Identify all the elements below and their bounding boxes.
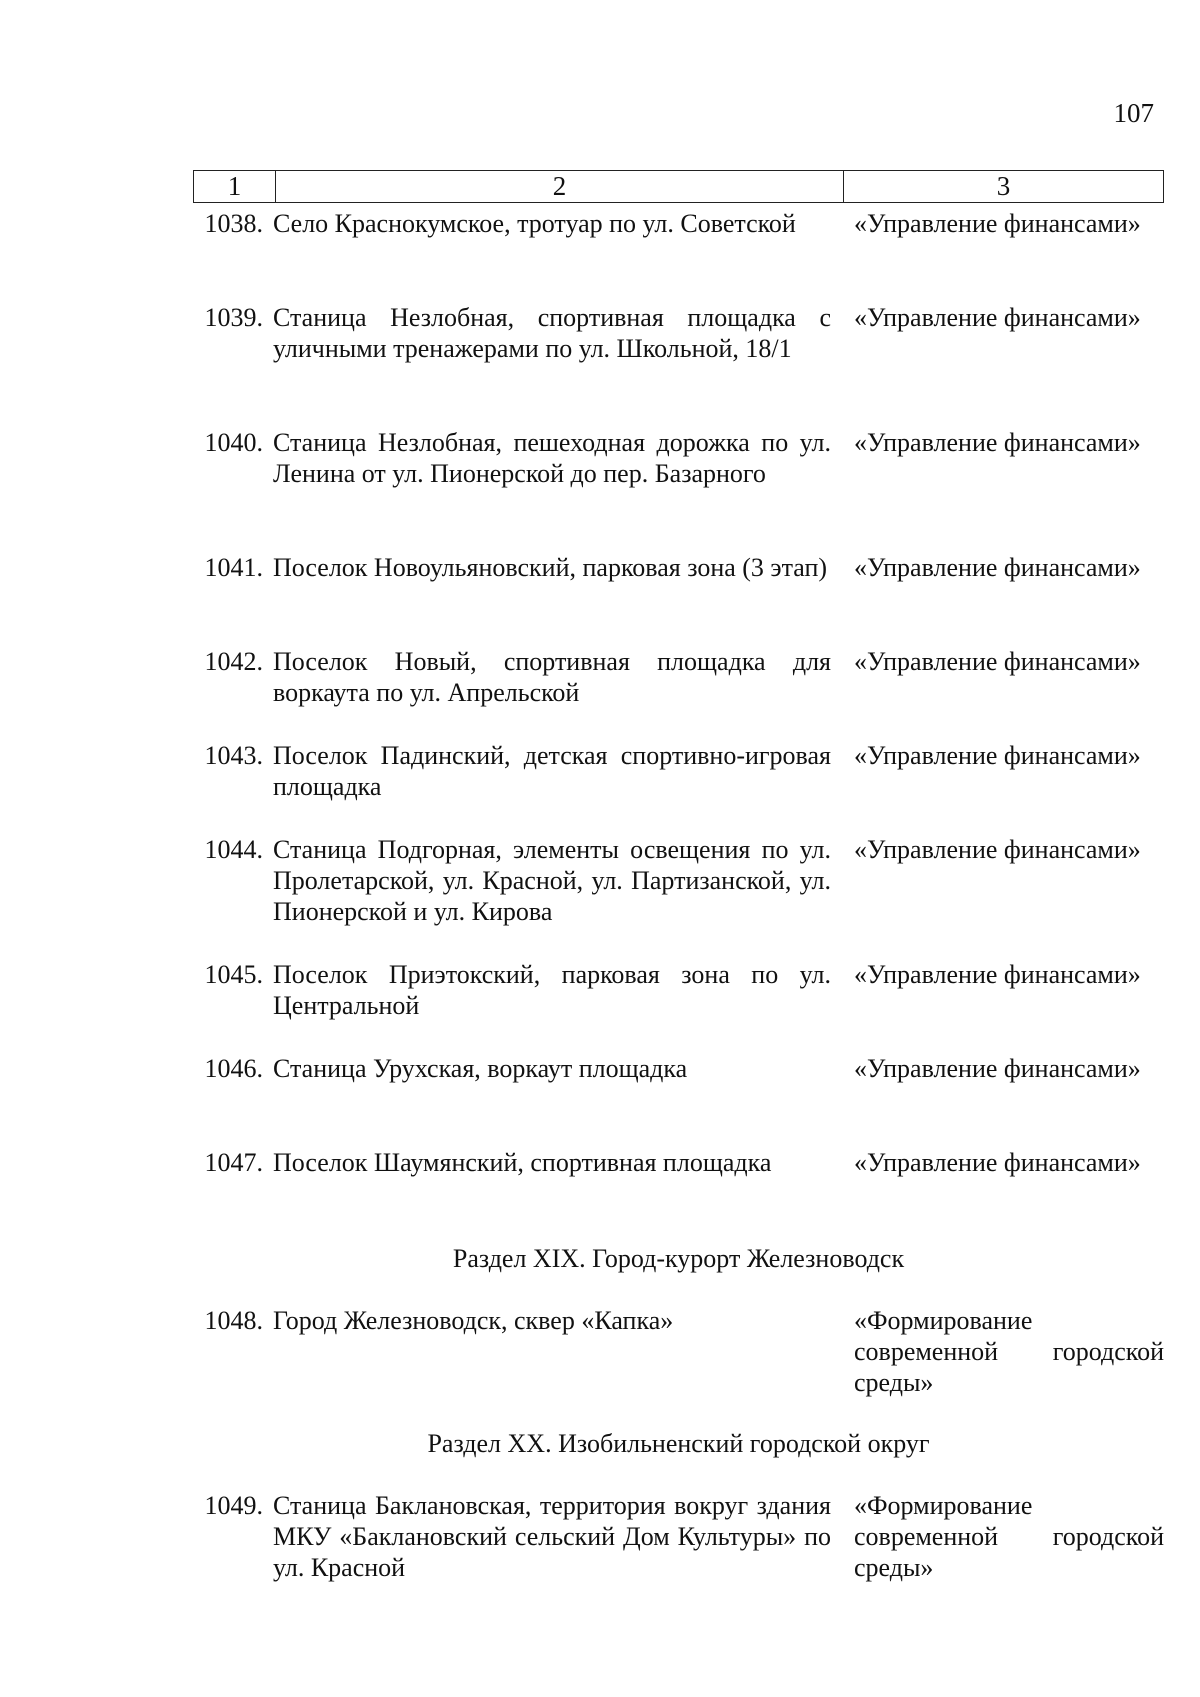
row-description: Поселок Новоульяновский, парковая зона (3 этап) bbox=[273, 553, 828, 582]
row-program: «Управление финансами» bbox=[854, 553, 1141, 582]
table-row bbox=[193, 552, 1164, 583]
row-description: Село Краснокумское, тротуар по ул. Советской bbox=[273, 209, 796, 238]
table-row bbox=[193, 834, 1164, 927]
row-program: «Управление финансами» bbox=[854, 1148, 1141, 1177]
row-description: Поселок Шаумянский, спортивная площадка bbox=[273, 1148, 772, 1177]
row-number: 1046. bbox=[204, 1054, 263, 1083]
table-row bbox=[193, 1053, 1164, 1084]
row-description: Город Железноводск, сквер «Капка» bbox=[273, 1306, 674, 1335]
table-row bbox=[193, 1490, 1164, 1583]
table-row bbox=[193, 302, 1164, 364]
table-row bbox=[193, 208, 1164, 239]
page-number: 107 bbox=[1113, 98, 1154, 128]
row-program: «Формирование современной городской среды» bbox=[854, 1306, 1164, 1397]
table-row bbox=[193, 1305, 1164, 1398]
row-description: Поселок Падинский, детская спортивно-игровая площадка bbox=[273, 741, 831, 801]
row-program: «Управление финансами» bbox=[854, 428, 1141, 457]
header-col-1: 1 bbox=[194, 171, 276, 202]
row-description: Станица Баклановская, территория вокруг здания МКУ «Баклановский сельский Дом Культуры» по ул. Красной bbox=[273, 1491, 831, 1582]
row-number: 1044. bbox=[204, 835, 263, 864]
section-heading: Раздел XX. Изобильненский городской округ bbox=[427, 1429, 930, 1458]
row-description: Станица Незлобная, пешеходная дорожка по ул. Ленина от ул. Пионерской до пер. Базарного bbox=[273, 428, 831, 488]
row-number: 1049. bbox=[204, 1491, 263, 1520]
row-program: «Формирование современной городской среды» bbox=[854, 1491, 1164, 1582]
table-row bbox=[193, 646, 1164, 708]
table-row bbox=[193, 1147, 1164, 1178]
row-number: 1039. bbox=[204, 303, 263, 332]
table-row bbox=[193, 740, 1164, 802]
row-number: 1045. bbox=[204, 960, 263, 989]
row-program: «Управление финансами» bbox=[854, 960, 1141, 989]
row-description: Станица Урухская, воркаут площадка bbox=[273, 1054, 688, 1083]
row-number: 1040. bbox=[204, 428, 263, 457]
row-description: Станица Незлобная, спортивная площадка с уличными тренажерами по ул. Школьной, 18/1 bbox=[273, 303, 831, 363]
row-program: «Управление финансами» bbox=[854, 741, 1141, 770]
header-col-2: 2 bbox=[276, 171, 844, 202]
table-header bbox=[193, 170, 1164, 203]
row-number: 1041. bbox=[204, 553, 263, 582]
section-heading: Раздел XIX. Город-курорт Железноводск bbox=[452, 1244, 905, 1273]
row-program: «Управление финансами» bbox=[854, 1054, 1141, 1083]
row-program: «Управление финансами» bbox=[854, 303, 1141, 332]
row-number: 1038. bbox=[204, 209, 263, 238]
row-description: Поселок Новый, спортивная площадка для воркаута по ул. Апрельской bbox=[273, 647, 831, 707]
header-col-3: 3 bbox=[996, 171, 1011, 201]
row-number: 1042. bbox=[204, 647, 263, 676]
row-number: 1043. bbox=[204, 741, 263, 770]
row-description: Станица Подгорная, элементы освещения по ул. Пролетарской, ул. Красной, ул. Партизанской, ул. Пионерской и ул. Кирова bbox=[273, 835, 831, 926]
row-program: «Управление финансами» bbox=[854, 209, 1141, 238]
row-program: «Управление финансами» bbox=[854, 647, 1141, 676]
row-number: 1047. bbox=[204, 1148, 263, 1177]
table-row bbox=[193, 959, 1164, 1021]
row-program: «Управление финансами» bbox=[854, 835, 1141, 864]
row-number: 1048. bbox=[204, 1306, 263, 1335]
row-description: Поселок Приэтокский, парковая зона по ул. Центральной bbox=[273, 960, 831, 1020]
table-row bbox=[193, 427, 1164, 489]
